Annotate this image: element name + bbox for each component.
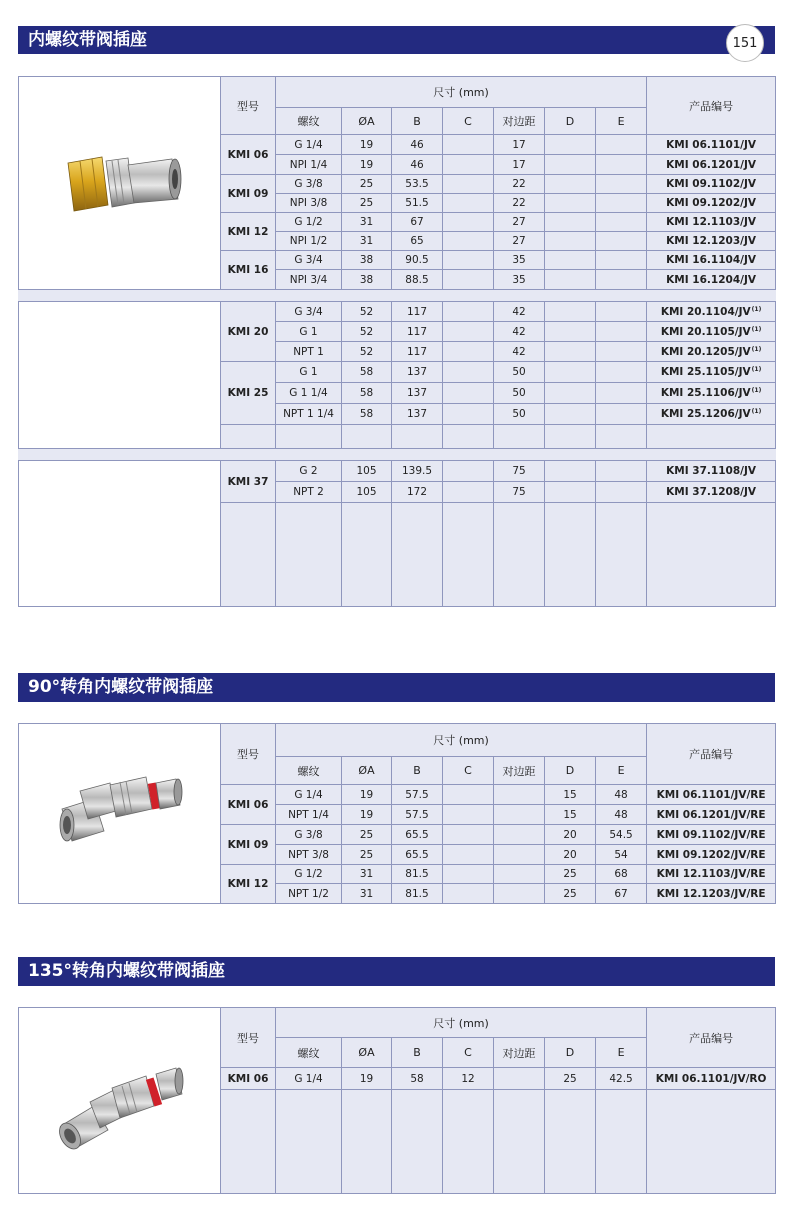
thread-cell: NPT 1/4 xyxy=(276,805,342,825)
d-cell xyxy=(545,322,596,342)
oa-cell: 31 xyxy=(342,865,392,884)
code-cell: KMI 37.1108/JV xyxy=(647,461,776,482)
af-cell xyxy=(494,825,545,845)
c-cell xyxy=(443,482,494,503)
model-cell: KMI 37 xyxy=(221,461,276,503)
footnote-mark: (1) xyxy=(751,408,762,415)
d-cell xyxy=(545,213,596,232)
thread-cell: NPI 1/4 xyxy=(276,155,342,175)
e-cell: 54.5 xyxy=(596,825,647,845)
af-cell xyxy=(494,805,545,825)
af-cell: 22 xyxy=(494,175,545,194)
af-cell xyxy=(494,785,545,805)
thread-cell: G 3/8 xyxy=(276,175,342,194)
header-e: E xyxy=(596,108,647,135)
header-af: 对边距 xyxy=(494,757,545,785)
c-cell xyxy=(443,135,494,155)
af-cell: 50 xyxy=(494,383,545,404)
e-cell xyxy=(596,270,647,290)
b-cell: 81.5 xyxy=(392,884,443,904)
header-c: C xyxy=(443,108,494,135)
e-cell xyxy=(596,232,647,251)
thread-cell: NPT 1/2 xyxy=(276,884,342,904)
af-cell: 27 xyxy=(494,232,545,251)
e-cell xyxy=(596,461,647,482)
code-cell: KMI 20.1205/JV$^{(1)}$ xyxy=(647,342,776,362)
code-cell: KMI 12.1203/JV/RE xyxy=(647,884,776,904)
model-cell: KMI 06 xyxy=(221,135,276,175)
header-thread: 螺纹 xyxy=(276,108,342,135)
e-cell: 48 xyxy=(596,785,647,805)
af-cell: 17 xyxy=(494,135,545,155)
af-cell: 27 xyxy=(494,213,545,232)
af-cell xyxy=(494,884,545,904)
header-oa: ØA xyxy=(342,757,392,785)
d-cell xyxy=(545,175,596,194)
b-cell: 139.5 xyxy=(392,461,443,482)
section-title-3: 135°转角内螺纹带阀插座 xyxy=(18,957,775,986)
oa-cell: 105 xyxy=(342,482,392,503)
page-number: 151 xyxy=(726,24,764,62)
code-cell: KMI 06.1101/JV/RO xyxy=(647,1068,776,1090)
header-size: 尺寸 (mm) xyxy=(276,1008,647,1038)
af-cell: 50 xyxy=(494,404,545,425)
header-e: E xyxy=(596,757,647,785)
section-title-2: 90°转角内螺纹带阀插座 xyxy=(18,673,775,702)
b-cell: 137 xyxy=(392,383,443,404)
d-cell xyxy=(545,404,596,425)
e-cell xyxy=(596,383,647,404)
code-cell: KMI 06.1201/JV/RE xyxy=(647,805,776,825)
model-cell: KMI 09 xyxy=(221,825,276,865)
d-cell: 25 xyxy=(545,865,596,884)
e-cell xyxy=(596,175,647,194)
e-cell xyxy=(596,302,647,322)
c-cell xyxy=(443,383,494,404)
oa-cell: 19 xyxy=(342,1068,392,1090)
b-cell: 65.5 xyxy=(392,845,443,865)
row-spacer xyxy=(19,290,776,302)
thread-cell: G 1/4 xyxy=(276,135,342,155)
thread-cell: NPT 3/8 xyxy=(276,845,342,865)
d-cell: 15 xyxy=(545,785,596,805)
product-image-90 xyxy=(19,724,221,904)
e-cell xyxy=(596,342,647,362)
code-cell: KMI 09.1202/JV xyxy=(647,194,776,213)
header-d: D xyxy=(545,108,596,135)
e-cell xyxy=(596,213,647,232)
code-cell: KMI 16.1204/JV xyxy=(647,270,776,290)
d-cell xyxy=(545,383,596,404)
c-cell xyxy=(443,155,494,175)
af-cell: 42 xyxy=(494,342,545,362)
b-cell: 65 xyxy=(392,232,443,251)
table-row xyxy=(19,302,776,322)
model-cell: KMI 12 xyxy=(221,213,276,251)
code-cell: KMI 25.1106/JV$^{(1)}$ xyxy=(647,383,776,404)
header-d: D xyxy=(545,757,596,785)
e-cell: 42.5 xyxy=(596,1068,647,1090)
thread-cell: NPI 3/8 xyxy=(276,194,342,213)
e-cell xyxy=(596,404,647,425)
thread-cell: G 3/4 xyxy=(276,251,342,270)
e-cell: 68 xyxy=(596,865,647,884)
code-cell: KMI 12.1103/JV xyxy=(647,213,776,232)
b-cell: 137 xyxy=(392,362,443,383)
d-cell: 15 xyxy=(545,805,596,825)
code-cell: KMI 06.1201/JV xyxy=(647,155,776,175)
product-image-empty xyxy=(19,302,221,449)
oa-cell: 31 xyxy=(342,884,392,904)
oa-cell: 25 xyxy=(342,194,392,213)
b-cell: 51.5 xyxy=(392,194,443,213)
thread-cell: G 1 1/4 xyxy=(276,383,342,404)
c-cell xyxy=(443,342,494,362)
d-cell: 20 xyxy=(545,825,596,845)
e-cell xyxy=(596,482,647,503)
e-cell xyxy=(596,362,647,383)
thread-cell: G 2 xyxy=(276,461,342,482)
af-cell: 35 xyxy=(494,270,545,290)
thread-cell: G 1/4 xyxy=(276,785,342,805)
thread-cell: NPT 1 1/4 xyxy=(276,404,342,425)
straight-coupler-image xyxy=(50,143,190,223)
e-cell: 67 xyxy=(596,884,647,904)
code-cell: KMI 20.1104/JV$^{(1)}$ xyxy=(647,302,776,322)
thread-cell: G 1/2 xyxy=(276,865,342,884)
code-cell: KMI 12.1203/JV xyxy=(647,232,776,251)
d-cell xyxy=(545,251,596,270)
c-cell xyxy=(443,865,494,884)
e-cell xyxy=(596,322,647,342)
thread-cell: G 1/4 xyxy=(276,1068,342,1090)
af-cell: 42 xyxy=(494,302,545,322)
c-cell xyxy=(443,302,494,322)
b-cell: 57.5 xyxy=(392,805,443,825)
b-cell: 58 xyxy=(392,1068,443,1090)
e-cell xyxy=(596,135,647,155)
model-cell: KMI 25 xyxy=(221,362,276,425)
header-b: B xyxy=(392,108,443,135)
code-cell: KMI 06.1101/JV xyxy=(647,135,776,155)
thread-cell: G 1 xyxy=(276,362,342,383)
c-cell xyxy=(443,232,494,251)
thread-cell: G 1/2 xyxy=(276,213,342,232)
model-cell: KMI 12 xyxy=(221,865,276,904)
oa-cell: 52 xyxy=(342,302,392,322)
header-b: B xyxy=(392,1038,443,1068)
c-cell xyxy=(443,805,494,825)
b-cell: 172 xyxy=(392,482,443,503)
d-cell: 20 xyxy=(545,845,596,865)
header-size: 尺寸 (mm) xyxy=(276,724,647,757)
d-cell xyxy=(545,302,596,322)
d-cell xyxy=(545,461,596,482)
b-cell: 67 xyxy=(392,213,443,232)
c-cell xyxy=(443,175,494,194)
oa-cell: 31 xyxy=(342,213,392,232)
oa-cell: 52 xyxy=(342,322,392,342)
elbow-135-coupler-image xyxy=(50,1046,190,1156)
oa-cell: 19 xyxy=(342,785,392,805)
oa-cell: 58 xyxy=(342,383,392,404)
e-cell xyxy=(596,155,647,175)
af-cell xyxy=(494,865,545,884)
footnote-mark: (1) xyxy=(751,366,762,373)
header-af: 对边距 xyxy=(494,1038,545,1068)
oa-cell: 38 xyxy=(342,270,392,290)
af-cell: 22 xyxy=(494,194,545,213)
model-cell: KMI 06 xyxy=(221,785,276,825)
c-cell: 12 xyxy=(443,1068,494,1090)
code-cell: KMI 16.1104/JV xyxy=(647,251,776,270)
af-cell: 42 xyxy=(494,322,545,342)
d-cell xyxy=(545,232,596,251)
header-code: 产品编号 xyxy=(647,724,776,785)
d-cell xyxy=(545,482,596,503)
d-cell xyxy=(545,270,596,290)
e-cell: 48 xyxy=(596,805,647,825)
footnote-mark: (1) xyxy=(751,345,762,353)
c-cell xyxy=(443,322,494,342)
c-cell xyxy=(443,404,494,425)
elbow-90-coupler-image xyxy=(50,769,190,859)
c-cell xyxy=(443,213,494,232)
product-image-straight xyxy=(19,77,221,290)
oa-cell: 38 xyxy=(342,251,392,270)
product-image-empty xyxy=(19,461,221,607)
oa-cell: 31 xyxy=(342,232,392,251)
row-spacer xyxy=(19,449,776,461)
header-code: 产品编号 xyxy=(647,77,776,135)
thread-cell: G 3/4 xyxy=(276,302,342,322)
spec-table-3 xyxy=(18,1007,776,1194)
b-cell: 53.5 xyxy=(392,175,443,194)
af-cell: 75 xyxy=(494,482,545,503)
thread-cell: NPI 1/2 xyxy=(276,232,342,251)
oa-cell: 19 xyxy=(342,805,392,825)
model-cell: KMI 09 xyxy=(221,175,276,213)
af-cell: 35 xyxy=(494,251,545,270)
thread-cell: G 1 xyxy=(276,322,342,342)
af-cell xyxy=(494,1068,545,1090)
af-cell: 50 xyxy=(494,362,545,383)
footnote-mark: (1) xyxy=(751,387,762,394)
c-cell xyxy=(443,194,494,213)
header-oa: ØA xyxy=(342,1038,392,1068)
af-cell: 75 xyxy=(494,461,545,482)
section-title-1: 内螺纹带阀插座 xyxy=(18,26,775,54)
oa-cell: 105 xyxy=(342,461,392,482)
b-cell: 117 xyxy=(392,322,443,342)
header-model: 型号 xyxy=(221,724,276,785)
code-cell: KMI 06.1101/JV/RE xyxy=(647,785,776,805)
e-cell xyxy=(596,251,647,270)
code-cell: KMI 09.1102/JV xyxy=(647,175,776,194)
model-cell: KMI 20 xyxy=(221,302,276,362)
b-cell: 117 xyxy=(392,302,443,322)
e-cell: 54 xyxy=(596,845,647,865)
header-e: E xyxy=(596,1038,647,1068)
b-cell: 137 xyxy=(392,404,443,425)
oa-cell: 25 xyxy=(342,845,392,865)
thread-cell: NPT 1 xyxy=(276,342,342,362)
header-model: 型号 xyxy=(221,1008,276,1068)
d-cell xyxy=(545,342,596,362)
d-cell: 25 xyxy=(545,1068,596,1090)
b-cell: 90.5 xyxy=(392,251,443,270)
header-af: 对边距 xyxy=(494,108,545,135)
e-cell xyxy=(596,194,647,213)
product-image-135 xyxy=(19,1008,221,1194)
b-cell: 117 xyxy=(392,342,443,362)
header-code: 产品编号 xyxy=(647,1008,776,1068)
b-cell: 46 xyxy=(392,135,443,155)
header-thread: 螺纹 xyxy=(276,757,342,785)
b-cell: 81.5 xyxy=(392,865,443,884)
c-cell xyxy=(443,251,494,270)
oa-cell: 19 xyxy=(342,155,392,175)
oa-cell: 25 xyxy=(342,175,392,194)
model-cell: KMI 06 xyxy=(221,1068,276,1090)
b-cell: 46 xyxy=(392,155,443,175)
header-d: D xyxy=(545,1038,596,1068)
code-cell: KMI 25.1206/JV$^{(1)}$ xyxy=(647,404,776,425)
code-cell: KMI 09.1202/JV/RE xyxy=(647,845,776,865)
code-cell: KMI 25.1105/JV$^{(1)}$ xyxy=(647,362,776,383)
oa-cell: 52 xyxy=(342,342,392,362)
oa-cell: 58 xyxy=(342,404,392,425)
header-thread: 螺纹 xyxy=(276,1038,342,1068)
c-cell xyxy=(443,461,494,482)
d-cell xyxy=(545,194,596,213)
code-cell: KMI 37.1208/JV xyxy=(647,482,776,503)
table-row xyxy=(19,461,776,482)
d-cell xyxy=(545,155,596,175)
c-cell xyxy=(443,845,494,865)
oa-cell: 25 xyxy=(342,825,392,845)
code-cell: KMI 20.1105/JV$^{(1)}$ xyxy=(647,322,776,342)
d-cell: 25 xyxy=(545,884,596,904)
thread-cell: NPT 2 xyxy=(276,482,342,503)
header-model: 型号 xyxy=(221,77,276,135)
footnote-mark: (1) xyxy=(751,325,762,333)
c-cell xyxy=(443,884,494,904)
code-cell: KMI 09.1102/JV/RE xyxy=(647,825,776,845)
spec-table-2 xyxy=(18,723,776,904)
footnote-mark: (1) xyxy=(751,305,762,313)
thread-cell: G 3/8 xyxy=(276,825,342,845)
thread-cell: NPI 3/4 xyxy=(276,270,342,290)
header-c: C xyxy=(443,757,494,785)
header-c: C xyxy=(443,1038,494,1068)
d-cell xyxy=(545,362,596,383)
spec-table-1 xyxy=(18,76,776,607)
header-b: B xyxy=(392,757,443,785)
b-cell: 57.5 xyxy=(392,785,443,805)
c-cell xyxy=(443,785,494,805)
header-size: 尺寸 (mm) xyxy=(276,77,647,108)
model-cell: KMI 16 xyxy=(221,251,276,290)
b-cell: 88.5 xyxy=(392,270,443,290)
oa-cell: 58 xyxy=(342,362,392,383)
af-cell: 17 xyxy=(494,155,545,175)
c-cell xyxy=(443,270,494,290)
code-cell: KMI 12.1103/JV/RE xyxy=(647,865,776,884)
header-oa: ØA xyxy=(342,108,392,135)
c-cell xyxy=(443,362,494,383)
b-cell: 65.5 xyxy=(392,825,443,845)
oa-cell: 19 xyxy=(342,135,392,155)
d-cell xyxy=(545,135,596,155)
c-cell xyxy=(443,825,494,845)
af-cell xyxy=(494,845,545,865)
